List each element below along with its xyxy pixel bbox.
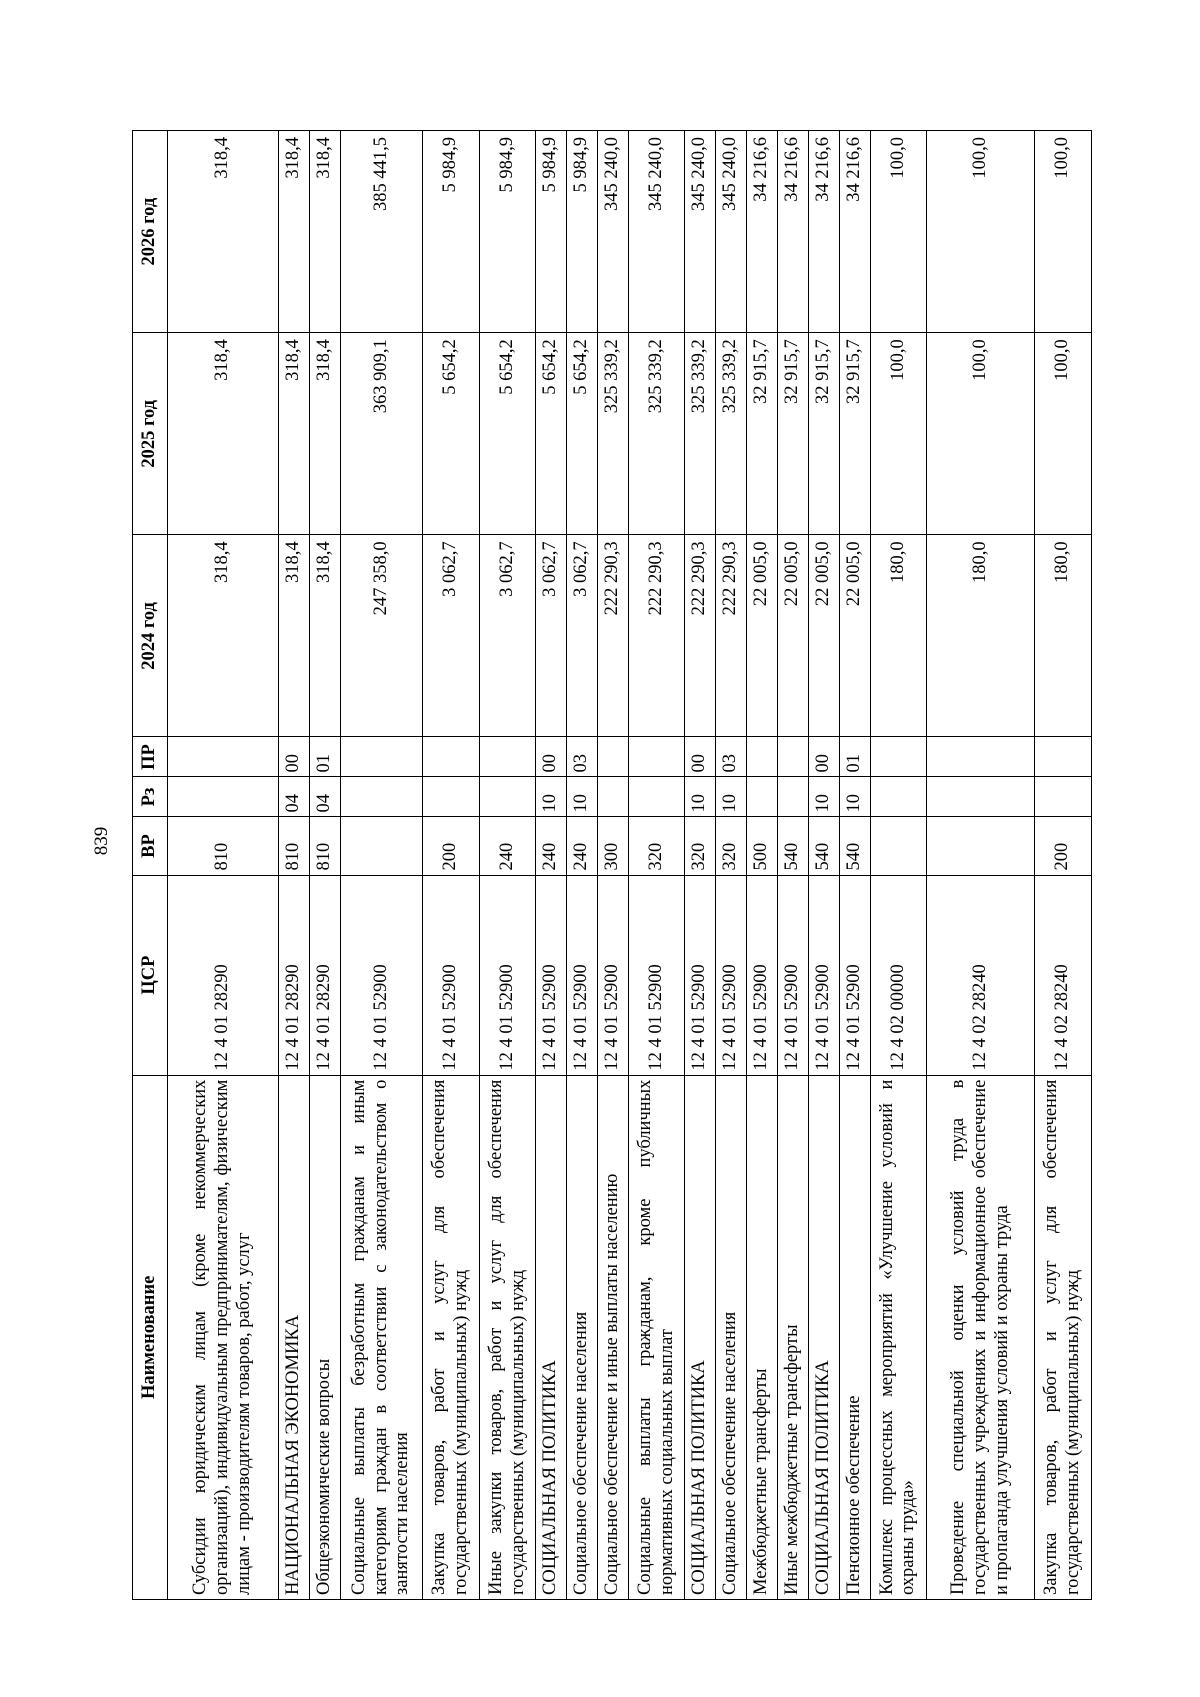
cell-2026: 5 984,9 (536, 131, 567, 333)
cell-rz: 10 (567, 777, 598, 817)
cell-csr: 12 4 01 52900 (598, 875, 629, 1075)
cell-vr: 240 (479, 817, 536, 875)
cell-csr: 12 4 01 52900 (479, 875, 536, 1075)
cell-name: Социальное обеспечение и иные выплаты населению (598, 1075, 629, 1599)
cell-2024: 3 062,7 (479, 535, 536, 737)
cell-name: Межбюджетные трансферты (747, 1075, 778, 1599)
cell-2024: 22 005,0 (747, 535, 778, 737)
cell-pr (628, 737, 685, 777)
cell-vr: 540 (839, 817, 870, 875)
cell-2025: 363 909,1 (340, 333, 422, 535)
cell-2025: 5 654,2 (567, 333, 598, 535)
cell-2025: 318,4 (309, 333, 340, 535)
cell-pr (479, 737, 536, 777)
cell-rz (747, 777, 778, 817)
cell-rz (598, 777, 629, 817)
cell-csr: 12 4 01 52900 (747, 875, 778, 1075)
cell-2024: 222 290,3 (685, 535, 716, 737)
cell-pr: 00 (685, 737, 716, 777)
cell-2026: 5 984,9 (479, 131, 536, 333)
cell-vr (927, 817, 1035, 875)
cell-2025: 32 915,7 (747, 333, 778, 535)
cell-vr: 240 (567, 817, 598, 875)
cell-pr: 03 (567, 737, 598, 777)
header-2026: 2026 год (133, 131, 168, 333)
cell-2025: 5 654,2 (479, 333, 536, 535)
cell-name: НАЦИОНАЛЬНАЯ ЭКОНОМИКА (279, 1075, 310, 1599)
cell-vr: 200 (423, 817, 480, 875)
cell-pr: 01 (839, 737, 870, 777)
cell-rz (340, 777, 422, 817)
cell-2025: 100,0 (927, 333, 1035, 535)
cell-csr: 12 4 01 52900 (778, 875, 809, 1075)
cell-2024: 318,4 (309, 535, 340, 737)
cell-2026: 34 216,6 (808, 131, 839, 333)
cell-pr: 00 (536, 737, 567, 777)
cell-2026: 34 216,6 (839, 131, 870, 333)
cell-name: Закупка товаров, работ и услуг для обеспечения государственных (муниципальных) нужд (423, 1075, 480, 1599)
cell-pr: 03 (716, 737, 747, 777)
header-2025: 2025 год (133, 333, 168, 535)
header-pr: ПР (133, 737, 168, 777)
budget-table (132, 130, 1092, 1600)
cell-2025: 100,0 (870, 333, 927, 535)
cell-csr: 12 4 01 52900 (808, 875, 839, 1075)
cell-csr: 12 4 01 52900 (340, 875, 422, 1075)
table-row (927, 131, 1035, 1600)
cell-2026: 100,0 (1035, 131, 1092, 333)
table-row (309, 131, 340, 1600)
cell-csr: 12 4 01 52900 (628, 875, 685, 1075)
cell-csr: 12 4 01 28290 (168, 875, 279, 1075)
table-row (628, 131, 685, 1600)
table-row (778, 131, 809, 1600)
table-row (598, 131, 629, 1600)
cell-pr (927, 737, 1035, 777)
header-name: Наименование (133, 1075, 168, 1599)
cell-csr: 12 4 01 52900 (685, 875, 716, 1075)
cell-2024: 22 005,0 (839, 535, 870, 737)
cell-pr: 00 (808, 737, 839, 777)
cell-rz: 10 (808, 777, 839, 817)
table-row (567, 131, 598, 1600)
cell-csr: 12 4 01 28290 (279, 875, 310, 1075)
cell-2024: 180,0 (927, 535, 1035, 737)
table-row (536, 131, 567, 1600)
cell-vr: 320 (685, 817, 716, 875)
table-row (479, 131, 536, 1600)
cell-name: СОЦИАЛЬНАЯ ПОЛИТИКА (536, 1075, 567, 1599)
cell-pr: 00 (279, 737, 310, 777)
table-header-row (133, 131, 168, 1600)
cell-pr (778, 737, 809, 777)
cell-name: Социальное обеспечение населения (716, 1075, 747, 1599)
table-row (747, 131, 778, 1600)
cell-2024: 22 005,0 (778, 535, 809, 737)
table-row (1035, 131, 1092, 1600)
cell-pr (1035, 737, 1092, 777)
cell-name: СОЦИАЛЬНАЯ ПОЛИТИКА (808, 1075, 839, 1599)
cell-2025: 5 654,2 (423, 333, 480, 535)
cell-rz: 10 (839, 777, 870, 817)
cell-2024: 222 290,3 (598, 535, 629, 737)
cell-rz (423, 777, 480, 817)
cell-2025: 318,4 (168, 333, 279, 535)
cell-name: Комплекс процессных мероприятий «Улучшение условий и охраны труда» (870, 1075, 927, 1599)
cell-vr: 810 (309, 817, 340, 875)
cell-name: Закупка товаров, работ и услуг для обеспечения государственных (муниципальных) нужд (1035, 1075, 1092, 1599)
cell-2025: 5 654,2 (536, 333, 567, 535)
table-row (340, 131, 422, 1600)
cell-2026: 345 240,0 (685, 131, 716, 333)
cell-vr (340, 817, 422, 875)
table-row (839, 131, 870, 1600)
cell-rz (168, 777, 279, 817)
cell-2024: 222 290,3 (628, 535, 685, 737)
cell-vr: 200 (1035, 817, 1092, 875)
cell-name: Субсидии юридическим лицам (кроме некоммерческих организаций), индивидуальным предпринимателям, физическим лицам - производителям товаров, работ, услуг (168, 1075, 279, 1599)
cell-pr (423, 737, 480, 777)
cell-rz: 10 (685, 777, 716, 817)
header-rz: Рз (133, 777, 168, 817)
cell-2026: 345 240,0 (716, 131, 747, 333)
cell-rz (870, 777, 927, 817)
cell-csr: 12 4 01 52900 (536, 875, 567, 1075)
cell-vr: 810 (168, 817, 279, 875)
cell-2024: 3 062,7 (567, 535, 598, 737)
table-row (808, 131, 839, 1600)
cell-pr (747, 737, 778, 777)
cell-2025: 325 339,2 (685, 333, 716, 535)
header-csr: ЦСР (133, 875, 168, 1075)
cell-vr: 540 (778, 817, 809, 875)
cell-2024: 180,0 (870, 535, 927, 737)
cell-name: Иные закупки товаров, работ и услуг для обеспечения государственных (муниципальных) нужд (479, 1075, 536, 1599)
cell-rz: 04 (279, 777, 310, 817)
rotated-page (132, 130, 1092, 1600)
cell-2024: 318,4 (168, 535, 279, 737)
cell-2024: 22 005,0 (808, 535, 839, 737)
cell-vr (870, 817, 927, 875)
table-row (423, 131, 480, 1600)
cell-2024: 3 062,7 (423, 535, 480, 737)
cell-vr: 320 (716, 817, 747, 875)
cell-name: Социальные выплаты безработным гражданам и иным категориям граждан в соответствии с законодательством о занятости населения (340, 1075, 422, 1599)
cell-pr (598, 737, 629, 777)
cell-csr: 12 4 01 52900 (716, 875, 747, 1075)
cell-2026: 5 984,9 (423, 131, 480, 333)
cell-rz: 04 (309, 777, 340, 817)
cell-csr: 12 4 01 52900 (567, 875, 598, 1075)
table-row (716, 131, 747, 1600)
cell-2026: 318,4 (309, 131, 340, 333)
cell-2026: 318,4 (279, 131, 310, 333)
cell-rz (479, 777, 536, 817)
cell-vr: 810 (279, 817, 310, 875)
cell-2026: 100,0 (927, 131, 1035, 333)
cell-2024: 318,4 (279, 535, 310, 737)
cell-2025: 318,4 (279, 333, 310, 535)
cell-name: Социальное обеспечение населения (567, 1075, 598, 1599)
cell-name: Проведение специальной оценки условий труда в государственных учреждениях и информационное обеспечение и пропаганда улучшения условий и охраны труда (927, 1075, 1035, 1599)
cell-2025: 325 339,2 (598, 333, 629, 535)
cell-csr: 12 4 01 52900 (423, 875, 480, 1075)
page-number: 839 (91, 826, 112, 856)
cell-vr: 240 (536, 817, 567, 875)
header-vr: ВР (133, 817, 168, 875)
cell-2026: 318,4 (168, 131, 279, 333)
cell-2024: 247 358,0 (340, 535, 422, 737)
cell-2026: 100,0 (870, 131, 927, 333)
cell-2025: 325 339,2 (628, 333, 685, 535)
cell-vr: 540 (808, 817, 839, 875)
cell-2026: 345 240,0 (628, 131, 685, 333)
cell-name: Иные межбюджетные трансферты (778, 1075, 809, 1599)
cell-rz (927, 777, 1035, 817)
cell-rz (778, 777, 809, 817)
cell-vr: 500 (747, 817, 778, 875)
cell-2025: 32 915,7 (839, 333, 870, 535)
cell-2024: 3 062,7 (536, 535, 567, 737)
cell-2026: 34 216,6 (778, 131, 809, 333)
table-row (168, 131, 279, 1600)
cell-2026: 345 240,0 (598, 131, 629, 333)
cell-2025: 100,0 (1035, 333, 1092, 535)
cell-csr: 12 4 01 52900 (839, 875, 870, 1075)
cell-2024: 180,0 (1035, 535, 1092, 737)
cell-name: Пенсионное обеспечение (839, 1075, 870, 1599)
cell-2025: 325 339,2 (716, 333, 747, 535)
cell-pr (870, 737, 927, 777)
cell-rz (1035, 777, 1092, 817)
cell-pr: 01 (309, 737, 340, 777)
cell-csr: 12 4 02 28240 (927, 875, 1035, 1075)
table-row (870, 131, 927, 1600)
table-row (279, 131, 310, 1600)
cell-rz (628, 777, 685, 817)
header-2024: 2024 год (133, 535, 168, 737)
cell-2024: 222 290,3 (716, 535, 747, 737)
cell-2026: 34 216,6 (747, 131, 778, 333)
cell-rz: 10 (716, 777, 747, 817)
cell-pr (168, 737, 279, 777)
cell-name: Общеэкономические вопросы (309, 1075, 340, 1599)
cell-2025: 32 915,7 (808, 333, 839, 535)
cell-rz: 10 (536, 777, 567, 817)
cell-csr: 12 4 01 28290 (309, 875, 340, 1075)
cell-vr: 320 (628, 817, 685, 875)
cell-pr (340, 737, 422, 777)
cell-2026: 5 984,9 (567, 131, 598, 333)
cell-csr: 12 4 02 28240 (1035, 875, 1092, 1075)
cell-name: Социальные выплаты гражданам, кроме публичных нормативных социальных выплат (628, 1075, 685, 1599)
cell-name: СОЦИАЛЬНАЯ ПОЛИТИКА (685, 1075, 716, 1599)
cell-2025: 32 915,7 (778, 333, 809, 535)
cell-vr: 300 (598, 817, 629, 875)
table-row (685, 131, 716, 1600)
cell-csr: 12 4 02 00000 (870, 875, 927, 1075)
cell-2026: 385 441,5 (340, 131, 422, 333)
